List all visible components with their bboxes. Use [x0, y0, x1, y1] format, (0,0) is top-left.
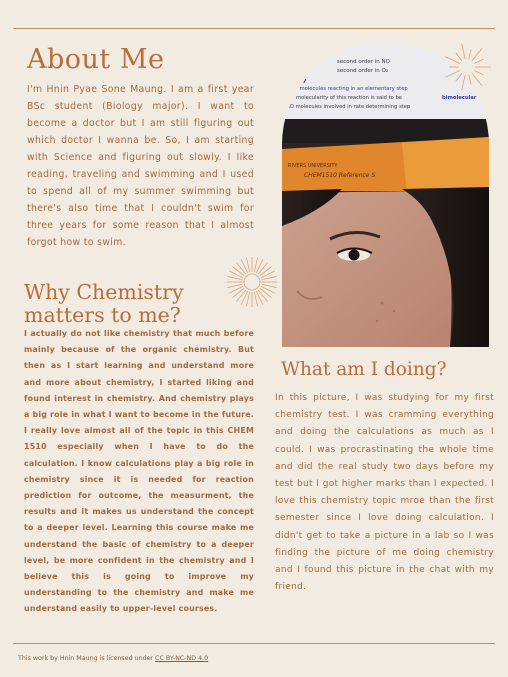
photo-note-3: ularity	[286, 78, 307, 84]
photo-sheet-university: RIVERS UNIVERSITY	[288, 163, 338, 169]
about-heading: About Me	[27, 44, 165, 75]
why-chemistry-paragraph: I actually do not like chemistry that much before mainly because of the organic chemistry. But then as I start learning and understand more and more about chemistry, I started liking and found interest in chemistry. And chemistry plays a big role in what I want to become in the future. I really love almost all of the topic in this CHEM 1510 especially when I have to do the calculation. I know calculations play a big role in chemistry since it is needed for reaction prediction for outcome, the measurment, the results and it makes us understand the concept to a deeper level. Learning this course make me understand the basic of chemistry to a deeper level, be more confident in the chemistry and I believe this is going to improve my understanding to the chemistry and make me understand easily to upper-level courses.	[24, 329, 254, 614]
photo-note-5: molecularity of this reaction is said to be	[296, 95, 402, 101]
license-footer	[18, 655, 208, 662]
photo-note-2: second order in O₂	[337, 68, 389, 74]
top-divider	[13, 28, 495, 29]
photo-note-4: er of molecules reacting in an elementary step	[286, 86, 408, 92]
license-link[interactable]: CC BY-NC-ND 4.0	[155, 655, 209, 662]
photo-sheet-title: CHEM1510 Reference S	[304, 172, 376, 179]
photo-note-6: bimolecular	[442, 95, 477, 101]
license-text: This work by Hnin Maung is licensed under	[18, 655, 154, 662]
why-chemistry-heading: Why Chemistry matters to me?	[24, 280, 184, 327]
photo-note-1: second order in NO	[337, 59, 390, 65]
what-am-i-doing-paragraph: In this picture, I was studying for my first chemistry test. I was cramming everything and doing the calculations as much as I could. I was procrastinating the whole time and did the real study two days before my test but I got higher marks than I expected. I love this chemistry topic mroe than the first semester since I love doing calculation. I didn't get to take a picture in a lab so I was finding the picture of me doing chemistry and I found this picture in the chat with my friend.	[275, 393, 494, 593]
photo-note-7: NO molecules involved in rate determining step	[286, 104, 411, 110]
what-am-i-doing-heading: What am I doing?	[281, 359, 447, 380]
bottom-divider	[13, 643, 495, 644]
about-paragraph: I'm Hnin Pyae Sone Maung. I am a first year BSc student (Biology major). I want to become a doctor but I am still figuring out which doctor I wanna be. So, I am starting with Science and figuring out slowly. I like reading, traveling and swimming and I used to spend all of my summer swimming but there's also time that I couldn't swim for three years for some reason that I almost forgot how to swim.	[27, 84, 254, 248]
sunburst-icon	[440, 40, 494, 94]
